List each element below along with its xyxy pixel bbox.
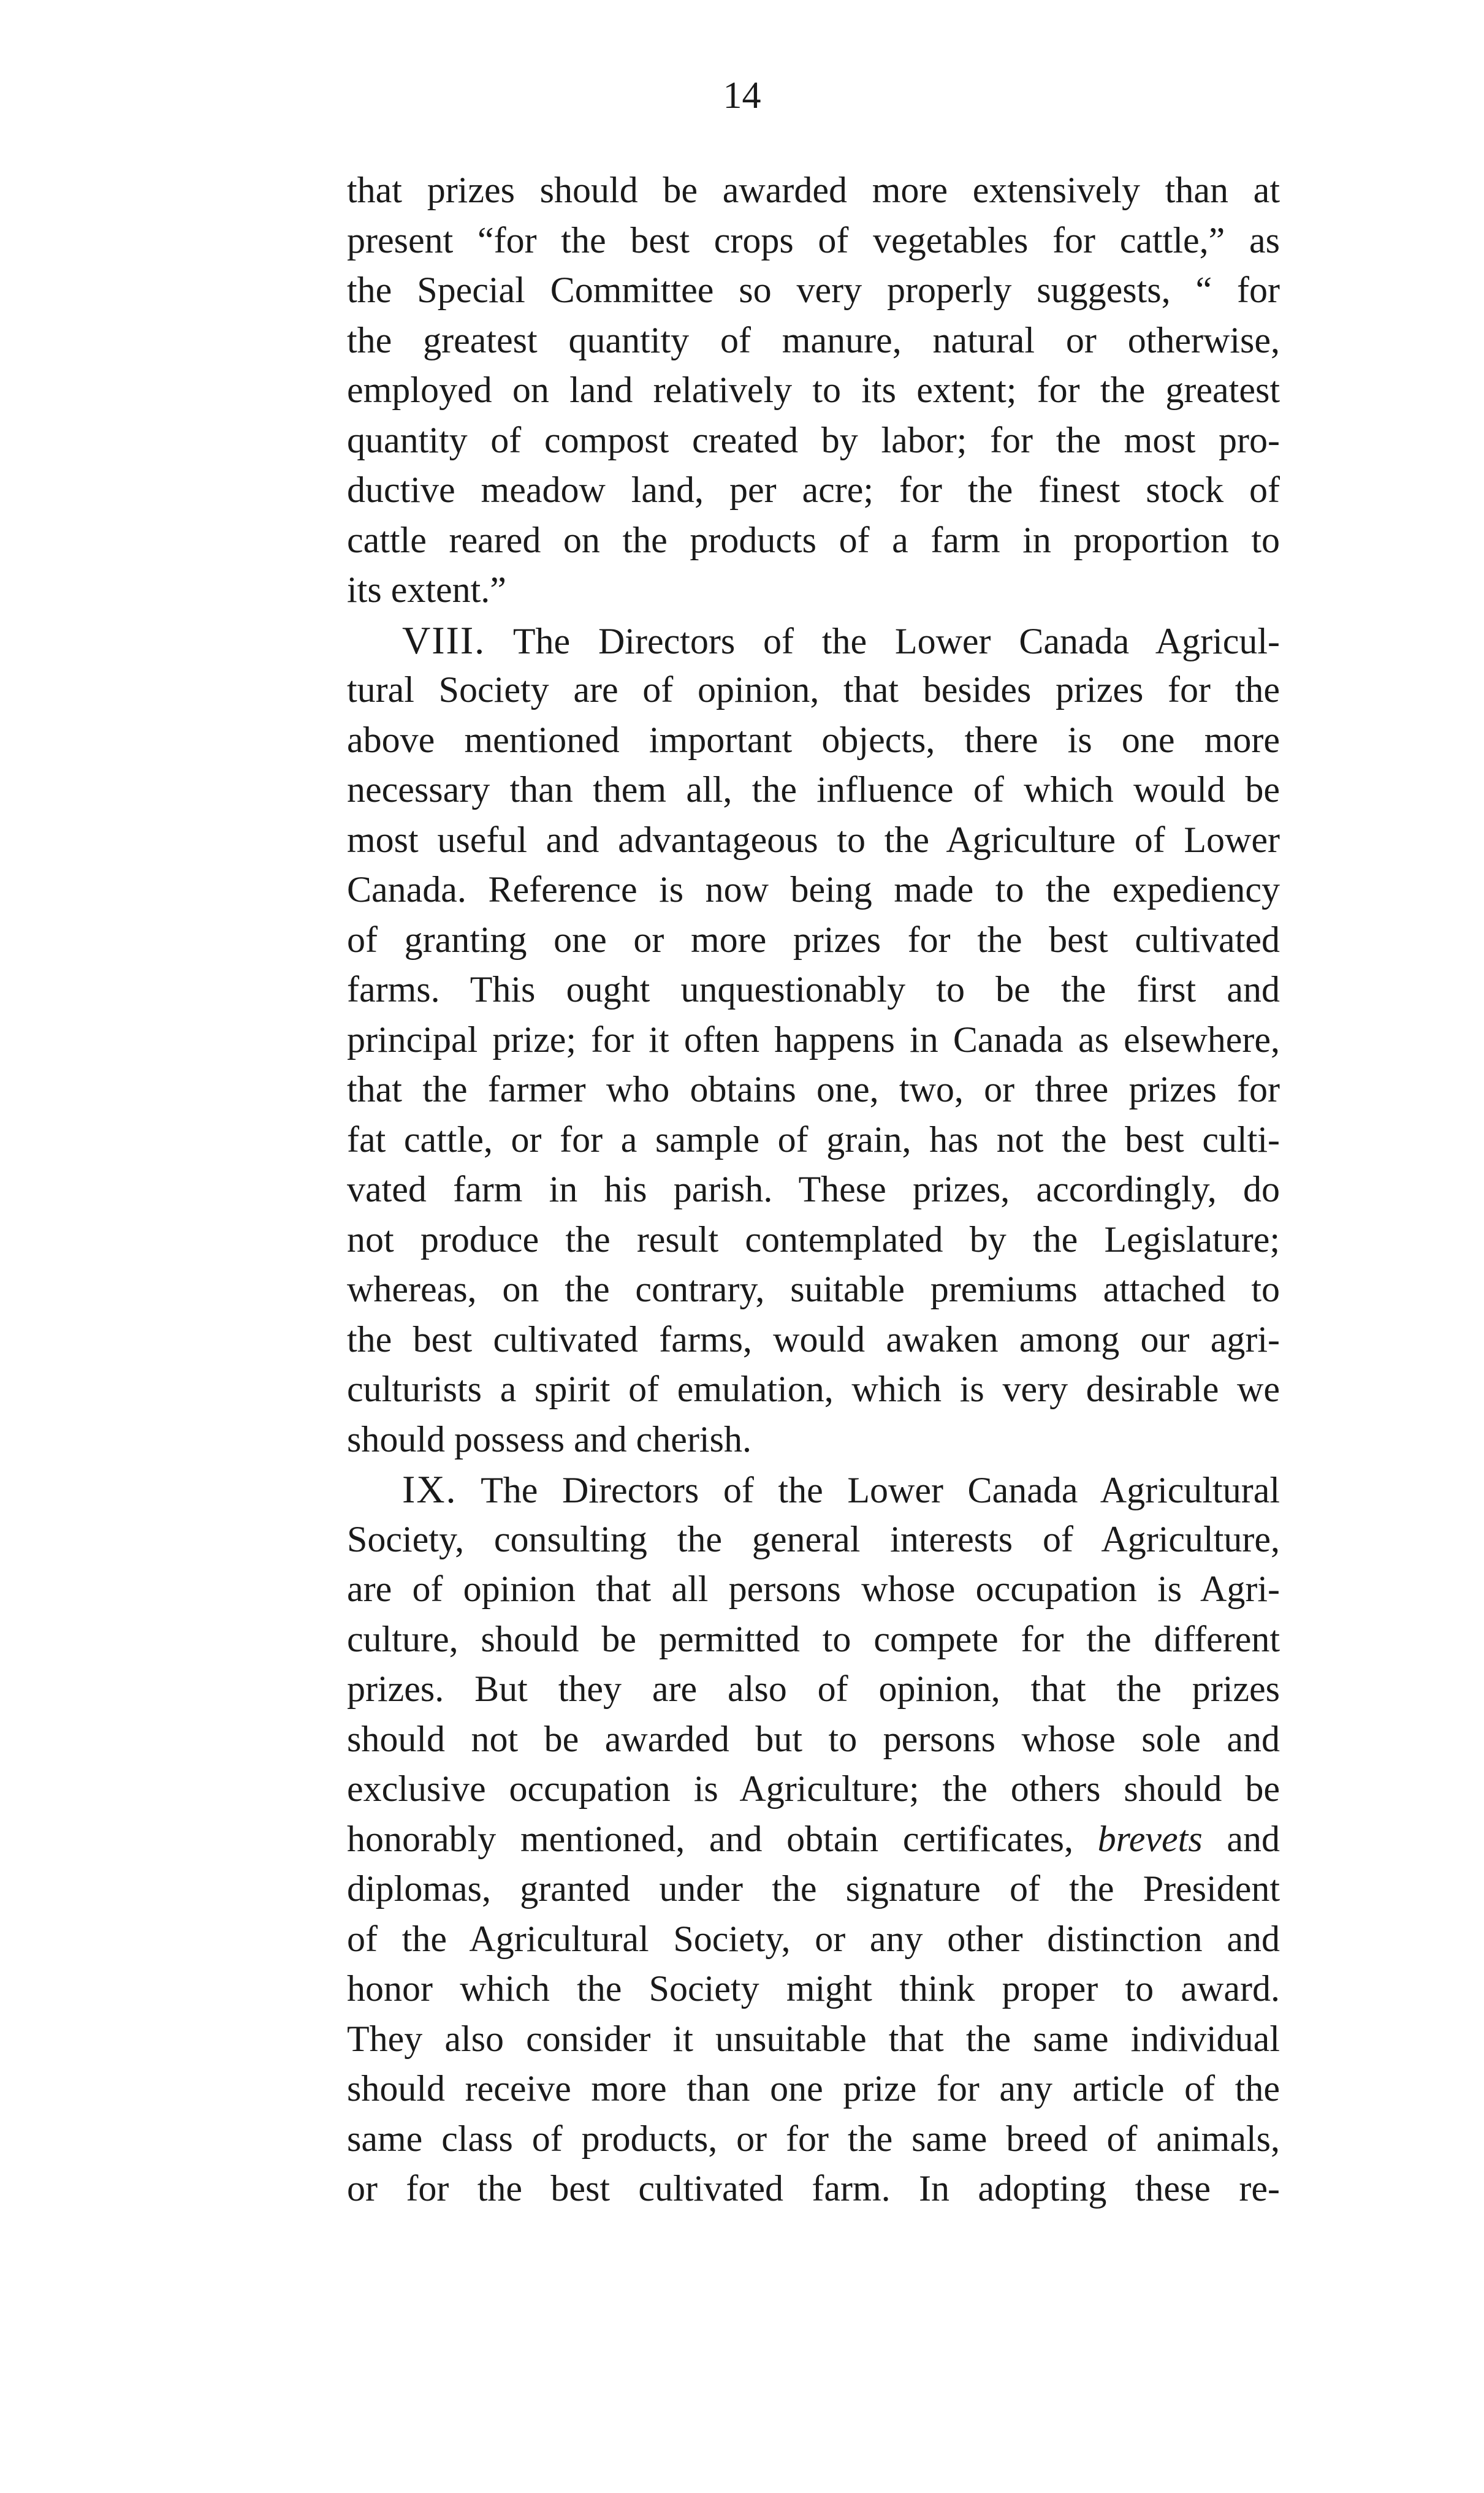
text-line: present “for the best crops of vegetables for cattle,” as xyxy=(347,219,1280,261)
text-line: honor which the Society might think proper to award. xyxy=(347,1968,1280,2009)
text-line: farms. This ought unquestionably to be the first and xyxy=(347,969,1280,1010)
section-numeral: VIII. xyxy=(402,618,486,662)
text-line xyxy=(347,615,1280,666)
line-text: and xyxy=(1202,1818,1280,1859)
section-numeral: IX. xyxy=(402,1467,457,1511)
text-line: that prizes should be awarded more extensively than at xyxy=(347,170,1280,210)
page-number: 14 xyxy=(723,75,761,116)
text-line: Society, consulting the general interests of Agriculture, xyxy=(347,1518,1280,1559)
text-line: exclusive occupation is Agriculture; the others should be xyxy=(347,1768,1280,1809)
text-line: its extent.” xyxy=(347,569,506,610)
text-line: employed on land relatively to its extent; for the greatest xyxy=(347,370,1280,410)
text-line: should not be awarded but to persons whose sole and xyxy=(347,1718,1280,1759)
text-line: culture, should be permitted to compete for the different xyxy=(347,1618,1280,1659)
paragraph-ix xyxy=(347,1464,1280,2214)
text-line: should possess and cherish. xyxy=(347,1418,752,1460)
text-line: are of opinion that all persons whose occupation is Agri- xyxy=(347,1569,1280,1609)
text-line: most useful and advantageous to the Agriculture of Lower xyxy=(347,819,1280,860)
line-text: honorably mentioned, and obtain certificates, xyxy=(347,1818,1098,1859)
text-line: tural Society are of opinion, that besides prizes for the xyxy=(347,669,1280,710)
line-text: The Directors of the Lower Canada Agricultural xyxy=(481,1470,1280,1510)
text-line xyxy=(347,1464,1280,1515)
text-line: diplomas, granted under the signature of the President xyxy=(347,1868,1280,1909)
text-line: quantity of compost created by labor; for the most pro- xyxy=(347,419,1280,460)
text-line: that the farmer who obtains one, two, or three prizes for xyxy=(347,1069,1280,1109)
text-line: the Special Committee so very properly suggests, “ for xyxy=(347,270,1280,310)
text-line: Canada. Reference is now being made to the expediency xyxy=(347,869,1280,910)
text-line: culturists a spirit of emulation, which is very desirable we xyxy=(347,1369,1280,1409)
paragraph-continuation xyxy=(347,166,1280,615)
text-line: vated farm in his parish. These prizes, accordingly, do xyxy=(347,1169,1280,1209)
line-text: The Directors of the Lower Canada Agricul- xyxy=(512,620,1280,661)
body-text xyxy=(347,166,1280,2214)
text-line: above mentioned important objects, there is one more xyxy=(347,719,1280,760)
text-line: principal prize; for it often happens in Canada as elsewhere, xyxy=(347,1019,1280,1060)
text-line: necessary than them all, the influence of which would be xyxy=(347,769,1280,810)
text-line: should receive more than one prize for any article of the xyxy=(347,2068,1280,2109)
text-line xyxy=(347,1814,1280,1865)
text-line: or for the best cultivated farm. In adopting these re- xyxy=(347,2168,1280,2209)
text-line: the greatest quantity of manure, natural or otherwise, xyxy=(347,319,1280,360)
text-line: whereas, on the contrary, suitable premiums attached to xyxy=(347,1269,1280,1309)
text-line: prizes. But they are also of opinion, that the prizes xyxy=(347,1669,1280,1709)
text-line: cattle reared on the products of a farm in proportion to xyxy=(347,519,1280,560)
text-line: the best cultivated farms, would awaken among our agri- xyxy=(347,1319,1280,1360)
paragraph-viii xyxy=(347,615,1280,1465)
text-line: not produce the result contemplated by the Legislature; xyxy=(347,1219,1280,1260)
text-line: of the Agricultural Society, or any other distinction and xyxy=(347,1918,1280,1959)
text-line: ductive meadow land, per acre; for the finest stock of xyxy=(347,470,1280,510)
text-line: same class of products, or for the same breed of animals, xyxy=(347,2118,1280,2159)
italic-term: brevets xyxy=(1097,1818,1203,1859)
text-line: fat cattle, or for a sample of grain, has not the best culti- xyxy=(347,1119,1280,1160)
text-line: of granting one or more prizes for the best cultivated xyxy=(347,919,1280,960)
text-line: They also consider it unsuitable that the same individual xyxy=(347,2018,1280,2059)
